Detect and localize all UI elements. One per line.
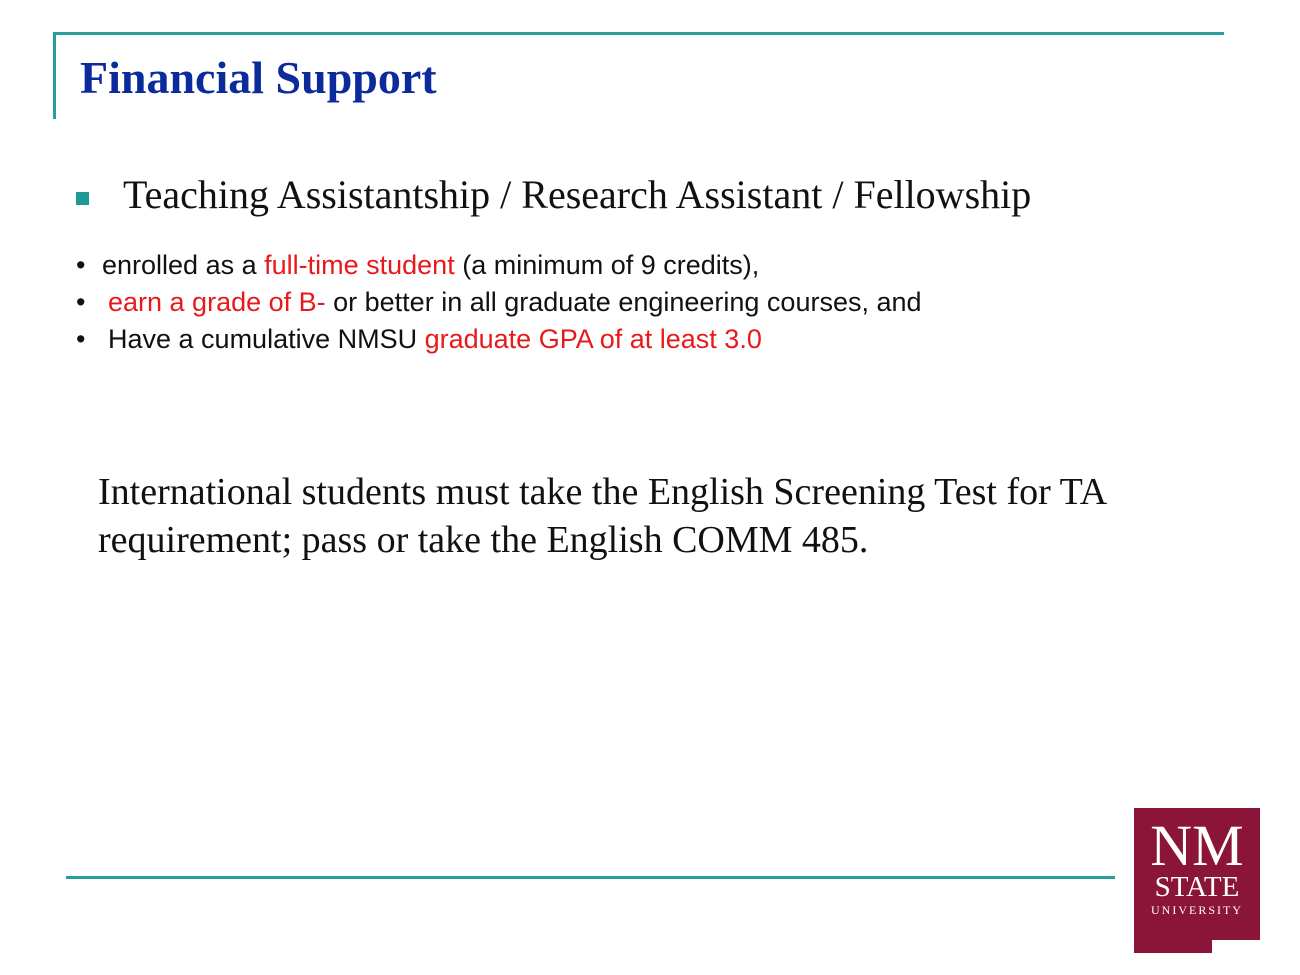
svg-text:NM: NM	[1150, 813, 1244, 878]
list-item	[76, 284, 922, 321]
requirement-highlight: graduate GPA of at least 3.0	[424, 324, 762, 354]
bullet-dot: •	[76, 250, 86, 280]
list-item	[76, 247, 922, 284]
slide-title: Financial Support	[80, 52, 437, 103]
requirements-list	[76, 247, 922, 358]
requirement-text: (a minimum of 9 credits),	[454, 250, 760, 280]
svg-text:STATE: STATE	[1154, 871, 1240, 903]
bullet-dot: •	[76, 324, 86, 354]
list-item	[76, 321, 922, 358]
requirement-text: or better in all graduate engineering courses, and	[325, 287, 922, 317]
requirement-highlight: full-time student	[264, 250, 455, 280]
requirement-text: Have a cumulative NMSU	[108, 324, 425, 354]
square-bullet-icon	[76, 192, 89, 205]
note-line: International students must take the English Screening Test for TA	[98, 471, 1108, 513]
requirement-highlight: earn a grade of B-	[108, 287, 326, 317]
left-rule	[53, 32, 56, 119]
nmsu-logo	[1134, 808, 1260, 953]
main-bullet	[76, 172, 1031, 218]
note-line: requirement; pass or take the English COMM 485.	[98, 519, 869, 561]
bullet-dot: •	[76, 287, 86, 317]
requirement-text: enrolled as a	[102, 250, 265, 280]
international-note	[98, 468, 1107, 564]
main-bullet-text: Teaching Assistantship / Research Assistant / Fellowship	[123, 172, 1032, 217]
bottom-rule	[66, 876, 1115, 879]
svg-text:UNIVERSITY: UNIVERSITY	[1151, 903, 1243, 917]
top-rule	[53, 32, 1224, 35]
